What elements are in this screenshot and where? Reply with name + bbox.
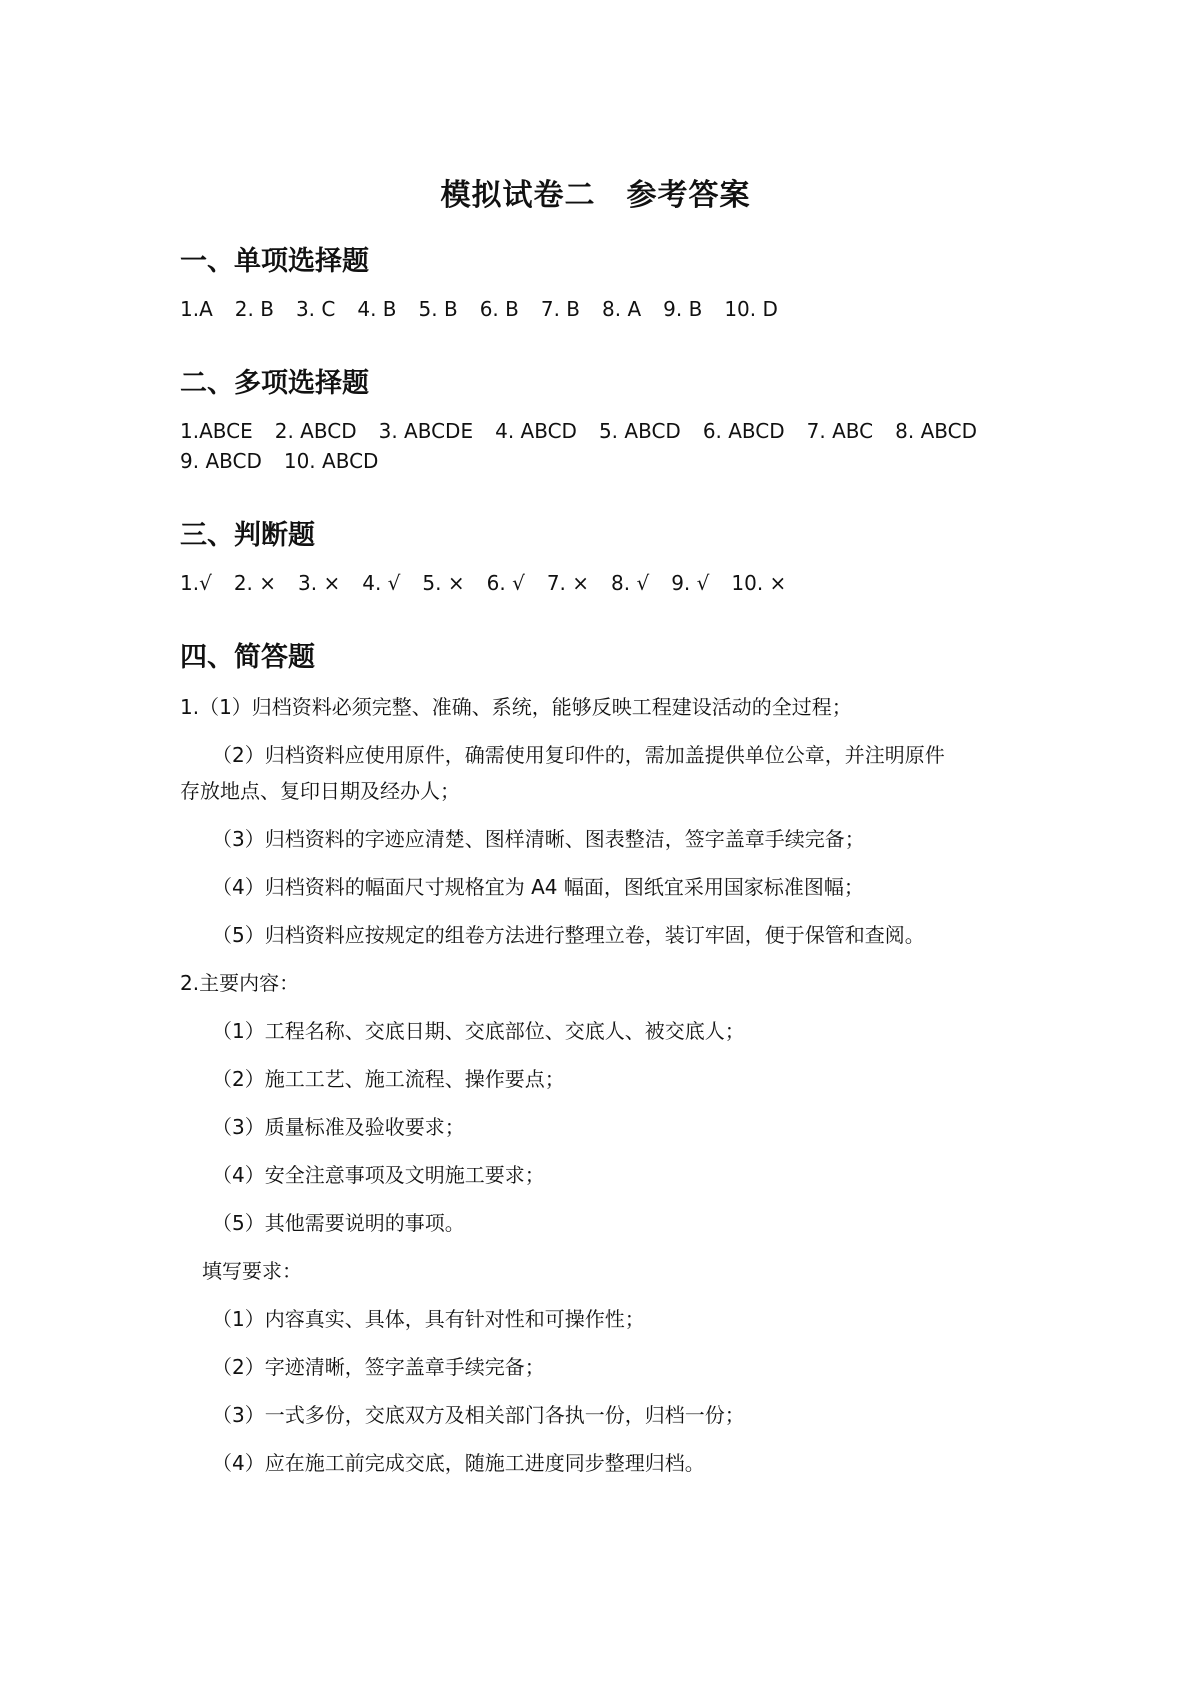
answer-item: 9. ABCD [180,449,262,473]
answer-line: （4）安全注意事项及文明施工要求； [212,1163,545,1187]
answer-item: 10. ABCD [283,449,379,473]
answer-line: （3）归档资料的字迹应清楚、图样清晰、图表整洁，签字盖章手续完备； [212,827,865,851]
answer-item: 4. ABCD [495,419,577,443]
answer-line: （3）质量标准及验收要求； [212,1115,465,1139]
answer-item: 1.A [180,297,213,321]
answer-item: 10. × [731,571,787,595]
answer-line: （4）应在施工前完成交底，随施工进度同步整理归档。 [212,1451,705,1475]
answer-item: 5. × [422,571,465,595]
answer-line: （2）字迹清晰，签字盖章手续完备； [212,1355,545,1379]
section-heading-multiple-choice: 二、多项选择题 [180,368,369,399]
answer-line: 存放地点、复印日期及经办人； [180,779,460,803]
answer-item: 8. ABCD [895,419,977,443]
answer-item: 3. × [298,571,341,595]
answer-item: 2. × [233,571,277,595]
section-heading-single-choice: 一、单项选择题 [180,246,369,277]
answer-item: 8. A [602,297,642,321]
answer-item: 1.ABCE [180,419,253,443]
section-heading-true-false: 三、判断题 [180,520,315,551]
answer-item: 10. D [724,297,778,321]
answer-line: 填写要求： [202,1259,302,1283]
answer-item: 3. ABCDE [378,419,474,443]
answer-line: （4）归档资料的幅面尺寸规格宜为 A4 幅面，图纸宜采用国家标准图幅； [212,875,864,899]
answer-item: 2. ABCD [274,419,357,443]
answer-line: （1）工程名称、交底日期、交底部位、交底人、被交底人； [212,1019,745,1043]
answer-item: 6. ABCD [702,419,785,443]
answer-item: 2. B [234,297,274,321]
answer-item: 1.√ [180,571,212,595]
answer-item: 4. √ [362,571,401,595]
answer-item: 7. B [540,297,581,321]
answer-item: 5. ABCD [598,419,681,443]
answer-line: （3）一式多份，交底双方及相关部门各执一份，归档一份； [212,1403,745,1427]
multiple-choice-answers-row2 [180,446,400,476]
answer-item: 6. √ [486,571,525,595]
answer-line: （2）施工工艺、施工流程、操作要点； [212,1067,565,1091]
answer-item: 4. B [357,297,397,321]
answer-line: （5）归档资料应按规定的组卷方法进行整理立卷，装订牢固，便于保管和查阅。 [212,923,925,947]
answer-line: （1）内容真实、具体，具有针对性和可操作性； [212,1307,645,1331]
answer-line: 1.（1）归档资料必须完整、准确、系统，能够反映工程建设活动的全过程； [180,695,852,719]
page-title: 模拟试卷二 参考答案 [440,178,751,213]
multiple-choice-answers-row1 [180,416,999,446]
answer-item: 3. C [295,297,336,321]
answer-item: 8. √ [611,571,650,595]
answer-item: 9. √ [671,571,710,595]
answer-line: （5）其他需要说明的事项。 [212,1211,465,1235]
answer-item: 7. ABC [806,419,874,443]
true-false-answers [180,568,808,598]
answer-line: （2）归档资料应使用原件，确需使用复印件的，需加盖提供单位公章，并注明原件 [212,743,945,767]
section-heading-short-answer: 四、简答题 [180,642,315,673]
single-choice-answers [180,294,800,324]
answer-line: 2.主要内容： [180,971,300,995]
answer-item: 9. B [663,297,703,321]
answer-item: 7. × [546,571,590,595]
answer-item: 6. B [479,297,519,321]
answer-item: 5. B [418,297,458,321]
